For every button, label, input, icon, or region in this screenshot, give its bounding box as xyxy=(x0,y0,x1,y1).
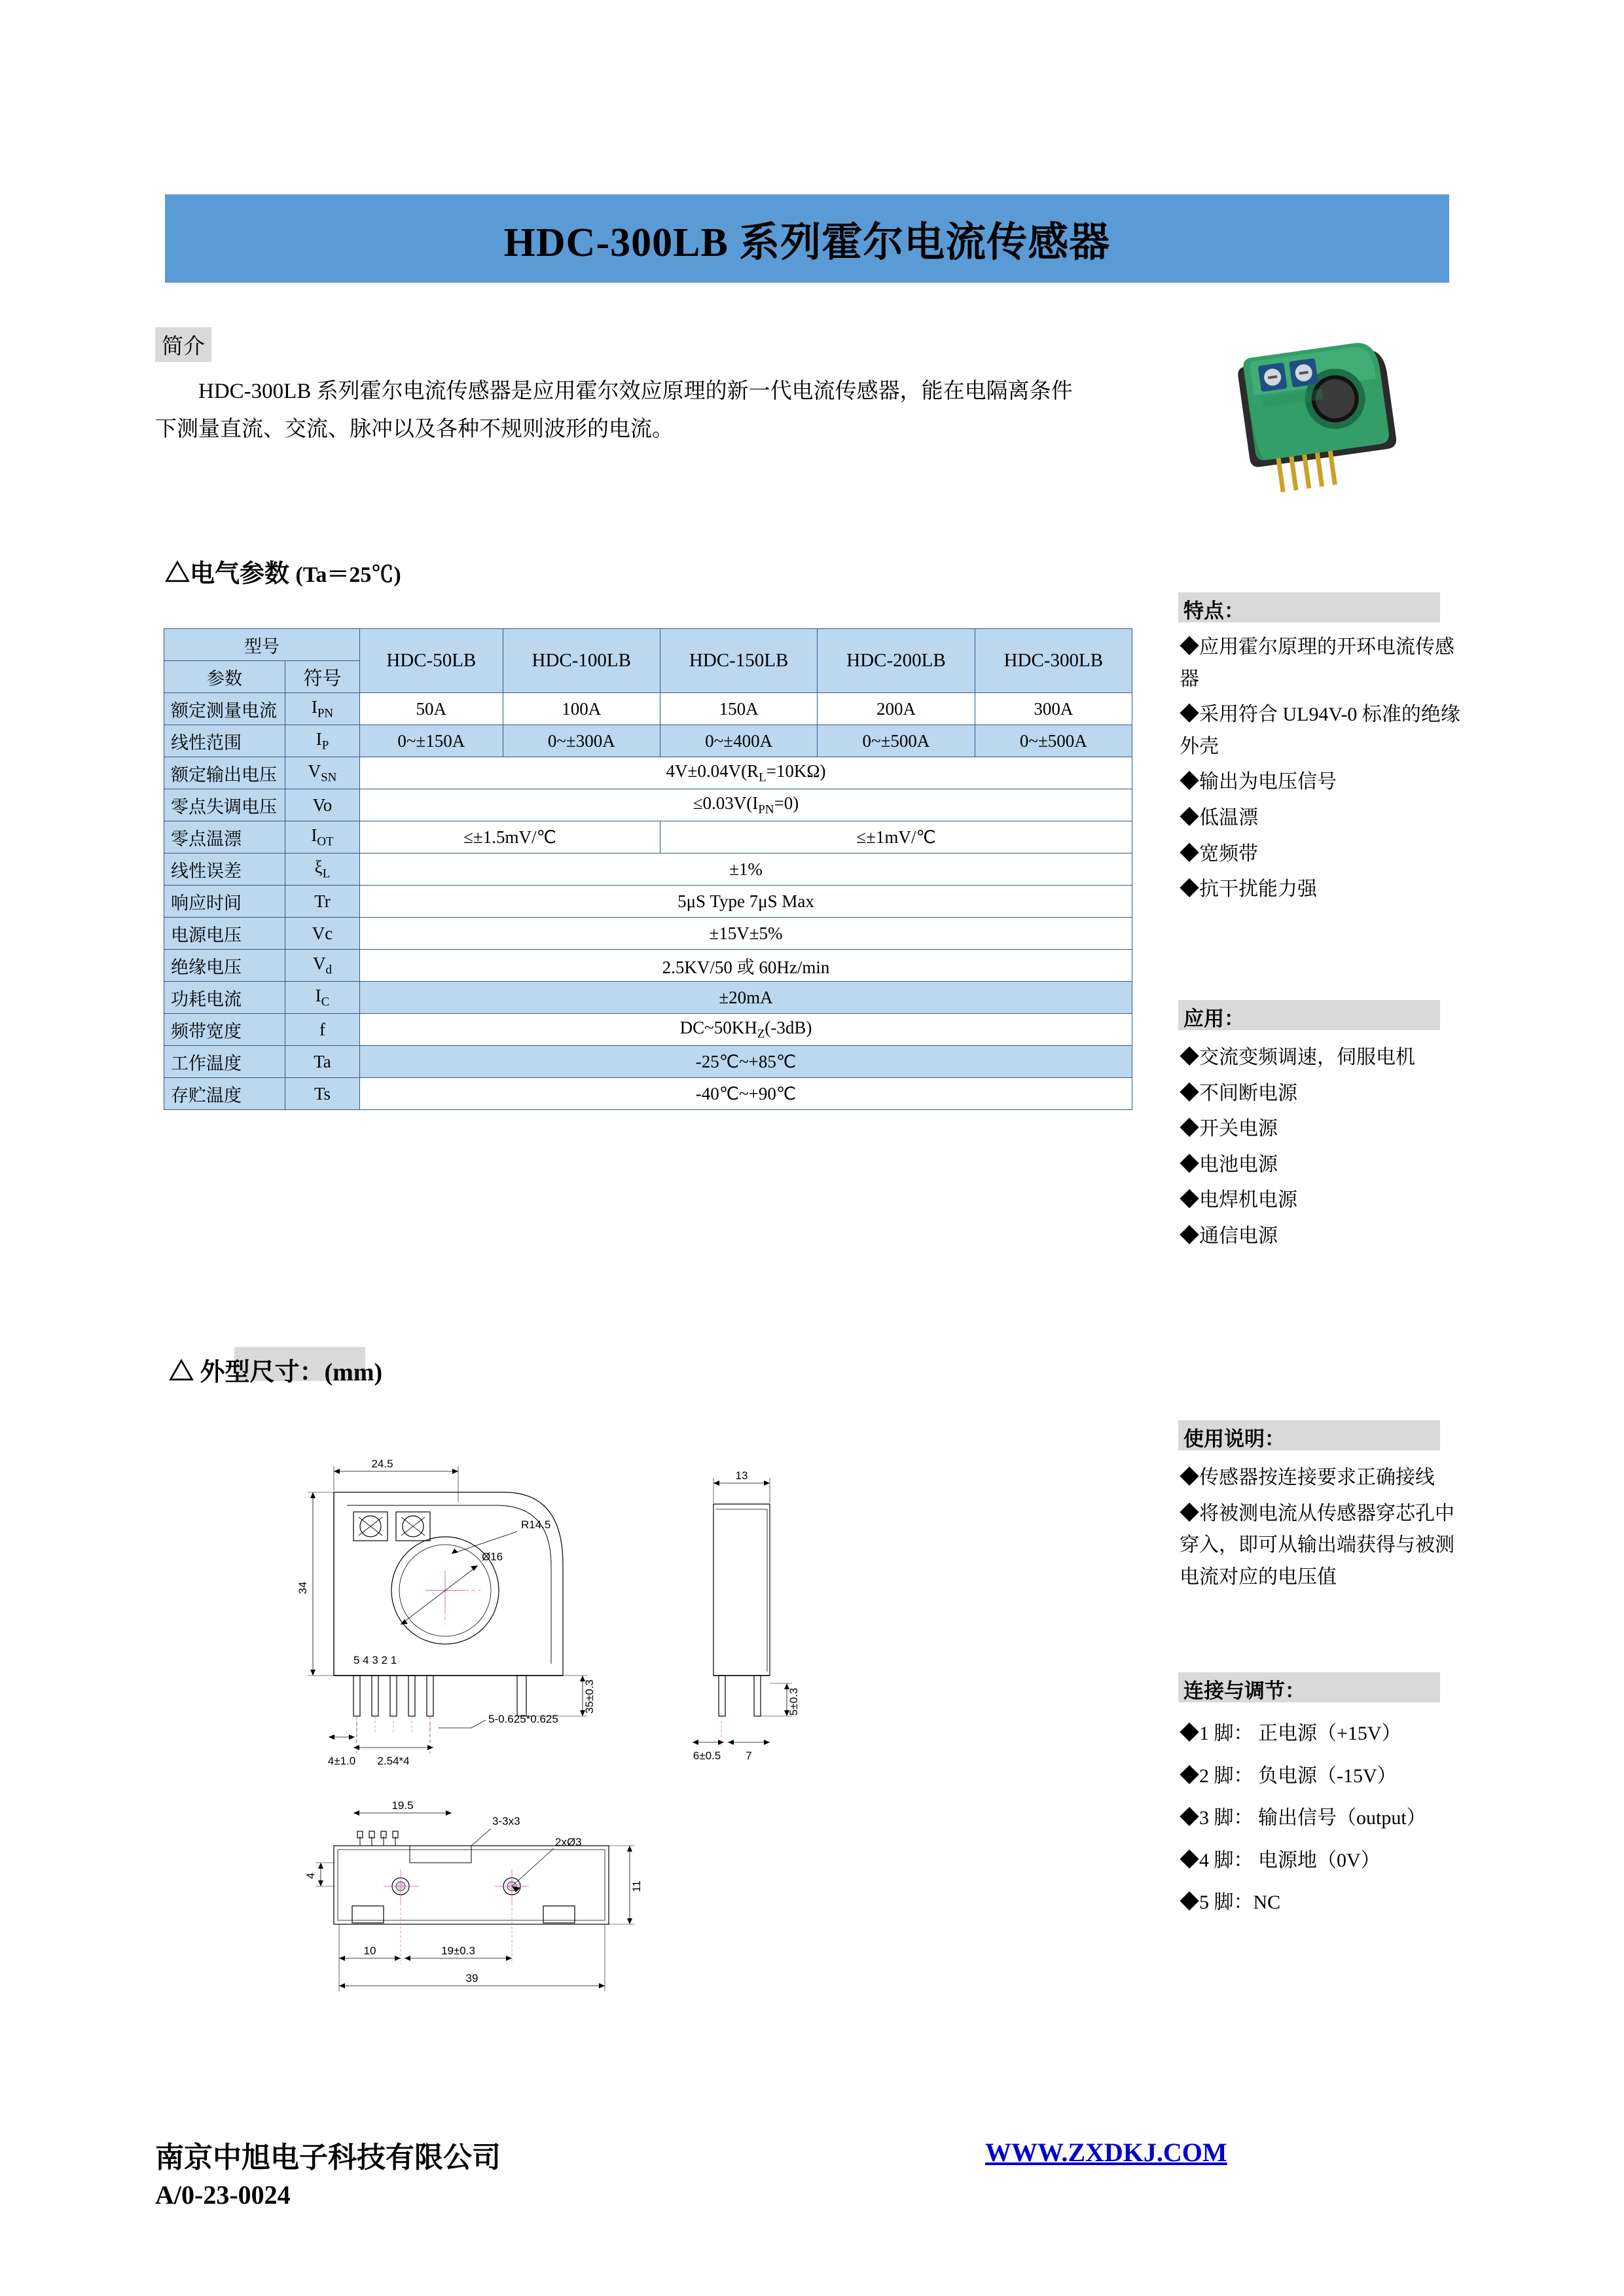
dim-4-1-0: 4±1.0 xyxy=(327,1755,356,1767)
list-item: ◆采用符合 UL94V-0 标准的绝缘外壳 xyxy=(1180,704,1460,757)
table-header-row-1 xyxy=(164,629,1132,661)
header-model-3: HDC-200LB xyxy=(818,629,975,693)
dimensions-heading xyxy=(169,1352,382,1388)
row-value-merged: ±20mA xyxy=(360,982,1132,1014)
dim-r14-5: R14.5 xyxy=(521,1518,551,1531)
product-photo xyxy=(1214,324,1424,514)
connection-label: 连接与调节： xyxy=(1178,1672,1440,1702)
row-value: 300A xyxy=(975,693,1132,725)
row-value: 0~±300A xyxy=(503,725,660,757)
dim-13: 13 xyxy=(735,1469,748,1482)
list-item: ◆2 脚： 负电源（-15V） xyxy=(1180,1765,1397,1787)
electrical-parameters-table xyxy=(164,628,1132,1110)
row-value: 0~±150A xyxy=(360,725,503,757)
header-model-0: HDC-50LB xyxy=(360,629,503,693)
electrical-heading-text: △电气参数 xyxy=(165,560,290,588)
row-value-merged: ±15V±5% xyxy=(360,918,1132,950)
features-label: 特点： xyxy=(1178,592,1440,622)
row-value-merged: $\le 0.03V(I_{PN}=0)$ xyxy=(360,789,1132,821)
row-symbol: $I_C$ xyxy=(285,982,360,1014)
row-symbol: Vo xyxy=(285,789,360,821)
row-symbol: $I_{OT}$ xyxy=(285,821,360,853)
row-value-merged: $4V\pm 0.04V(R_L=10K\Omega)$ xyxy=(360,757,1132,789)
list-item: ◆电池电源 xyxy=(1180,1153,1278,1175)
list-item: ◆1 脚： 正电源（+15V） xyxy=(1180,1723,1401,1744)
dim-7: 7 xyxy=(746,1749,752,1762)
row-symbol: $I_P$ xyxy=(285,725,360,757)
footer-website-link[interactable]: WWW.ZXDKJ.COM xyxy=(985,2138,1227,2167)
table-row xyxy=(164,982,1132,1014)
table-row xyxy=(164,1014,1132,1046)
list-item: ◆抗干扰能力强 xyxy=(1180,878,1317,901)
row-symbol: $V_d$ xyxy=(285,950,360,982)
section-label-intro: 简介 xyxy=(155,327,211,362)
row-name: 工作温度 xyxy=(164,1046,285,1078)
list-item: ◆输出为电压信号 xyxy=(1180,771,1337,793)
dim-6-0-5: 6±0.5 xyxy=(693,1749,721,1762)
dimensions-unit: (mm) xyxy=(324,1359,383,1386)
row-name: 线性范围 xyxy=(164,725,285,757)
pin-numbers: 5 4 3 2 1 xyxy=(353,1654,397,1666)
electrical-heading-condition: (Ta＝25℃) xyxy=(295,563,401,587)
row-value: 0~±500A xyxy=(975,725,1132,757)
dimensions-heading-text: △ 外型尺寸： xyxy=(169,1359,325,1386)
list-item: ◆电焊机电源 xyxy=(1180,1189,1297,1211)
footer-document-code: A/0-23-0024 xyxy=(155,2180,291,2210)
row-value-b: ≤±1mV/℃ xyxy=(660,821,1132,853)
row-value-merged: 5μS Type 7μS Max xyxy=(360,886,1132,918)
table-row xyxy=(164,886,1132,918)
row-name: 额定测量电流 xyxy=(164,693,285,725)
dim-19-0-3: 19±0.3 xyxy=(441,1945,475,1957)
dim-2xd3: 2xØ3 xyxy=(555,1836,582,1848)
features-list xyxy=(1180,632,1461,910)
list-item: ◆5 脚：NC xyxy=(1180,1892,1281,1913)
row-value: 100A xyxy=(503,693,660,725)
list-item: ◆将被测电流从传感器穿芯孔中穿入，即可从输出端获得与被测电流对应的电压值 xyxy=(1180,1502,1454,1588)
table-row xyxy=(164,789,1132,821)
row-value: 0~±400A xyxy=(660,725,817,757)
dim-35-0-3: 35±0.3 xyxy=(583,1679,596,1713)
intro-paragraph: HDC-300LB 系列霍尔电流传感器是应用霍尔效应原理的新一代电流传感器，能在电隔离条件下测量直流、交流、脉冲以及各种不规则波形的电流。 xyxy=(155,380,1073,441)
dim-d16: Ø16 xyxy=(482,1551,503,1563)
row-symbol: $I_{PN}$ xyxy=(285,693,360,725)
header-model-4: HDC-300LB xyxy=(975,629,1132,693)
row-value-merged: -40℃~+90℃ xyxy=(360,1078,1132,1110)
row-symbol: $\xi_L$ xyxy=(285,853,360,886)
row-symbol: Ta xyxy=(285,1046,360,1078)
usage-label: 使用说明： xyxy=(1178,1420,1440,1450)
table-row xyxy=(164,1046,1132,1078)
page-title: HDC-300LB 系列霍尔电流传感器 xyxy=(503,221,1111,265)
list-item: ◆宽频带 xyxy=(1180,842,1258,865)
dim-4: 4 xyxy=(304,1873,317,1879)
table-row xyxy=(164,821,1132,853)
row-symbol: f xyxy=(285,1014,360,1046)
row-symbol: $V_{SN}$ xyxy=(285,757,360,789)
row-name: 额定输出电压 xyxy=(164,757,285,789)
table-row xyxy=(164,725,1132,757)
dim-39: 39 xyxy=(465,1972,478,1984)
table-row xyxy=(164,950,1132,982)
row-name: 线性误差 xyxy=(164,853,285,886)
row-name: 电源电压 xyxy=(164,918,285,950)
table-row xyxy=(164,693,1132,725)
applications-label: 应用： xyxy=(1178,1000,1440,1030)
page-title-banner xyxy=(165,194,1449,283)
row-name: 功耗电流 xyxy=(164,982,285,1014)
dim-24-5: 24.5 xyxy=(371,1458,393,1470)
table-row xyxy=(164,757,1132,789)
row-symbol: Tr xyxy=(285,886,360,918)
dim-hole-spec: 5-0.625*0.625 xyxy=(488,1713,558,1725)
row-value: 200A xyxy=(818,693,975,725)
dim-2-54x4: 2.54*4 xyxy=(377,1755,410,1767)
mechanical-drawing xyxy=(255,1394,1132,2081)
table-row xyxy=(164,853,1132,886)
row-value: 150A xyxy=(660,693,817,725)
row-name: 频带宽度 xyxy=(164,1014,285,1046)
row-value: 0~±500A xyxy=(818,725,975,757)
row-value-merged: 2.5KV/50 或 60Hz/min xyxy=(360,950,1132,982)
list-item: ◆低温漂 xyxy=(1180,806,1258,829)
list-item: ◆3 脚： 输出信号（output） xyxy=(1180,1807,1426,1829)
table-row xyxy=(164,918,1132,950)
row-symbol: Ts xyxy=(285,1078,360,1110)
row-name: 绝缘电压 xyxy=(164,950,285,982)
row-value-merged: -25℃~+85℃ xyxy=(360,1046,1132,1078)
row-value-merged: ±1% xyxy=(360,853,1132,886)
footer-company: 南京中旭电子科技有限公司 xyxy=(155,2142,501,2174)
list-item: ◆通信电源 xyxy=(1180,1225,1278,1247)
header-model-2: HDC-150LB xyxy=(660,629,817,693)
list-item: ◆交流变频调速，伺服电机 xyxy=(1180,1047,1415,1068)
connection-list xyxy=(1180,1715,1461,1926)
list-item: ◆4 脚： 电源地（0V） xyxy=(1180,1849,1380,1871)
dim-5-0-3: 5±0.3 xyxy=(787,1687,800,1716)
list-item: ◆不间断电源 xyxy=(1180,1082,1297,1104)
dim-10: 10 xyxy=(363,1945,376,1957)
dim-11: 11 xyxy=(630,1880,643,1892)
header-symbol-label: 符号 xyxy=(285,661,360,693)
list-item: ◆开关电源 xyxy=(1180,1118,1278,1140)
row-value: 50A xyxy=(360,693,503,725)
dim-34: 34 xyxy=(297,1581,309,1594)
usage-list xyxy=(1180,1462,1461,1597)
list-item: ◆传感器按连接要求正确接线 xyxy=(1180,1467,1435,1488)
header-model-1: HDC-100LB xyxy=(503,629,660,693)
list-item: ◆应用霍尔原理的开环电流传感器 xyxy=(1180,636,1454,690)
row-name: 响应时间 xyxy=(164,886,285,918)
row-value-merged: $DC\sim 50KH_Z(-3dB)$ xyxy=(360,1014,1132,1046)
header-model-label: 型号 xyxy=(164,629,360,661)
row-value-a: ≤±1.5mV/℃ xyxy=(360,821,660,853)
applications-list xyxy=(1180,1042,1461,1257)
header-param-label: 参数 xyxy=(164,661,285,693)
row-name: 零点失调电压 xyxy=(164,789,285,821)
electrical-parameters-heading xyxy=(165,553,401,589)
row-name: 存贮温度 xyxy=(164,1078,285,1110)
dim-3-3x3: 3-3x3 xyxy=(492,1815,520,1827)
row-name: 零点温漂 xyxy=(164,821,285,853)
table-row xyxy=(164,1078,1132,1110)
dim-19-5: 19.5 xyxy=(391,1799,414,1812)
row-symbol: Vc xyxy=(285,918,360,950)
